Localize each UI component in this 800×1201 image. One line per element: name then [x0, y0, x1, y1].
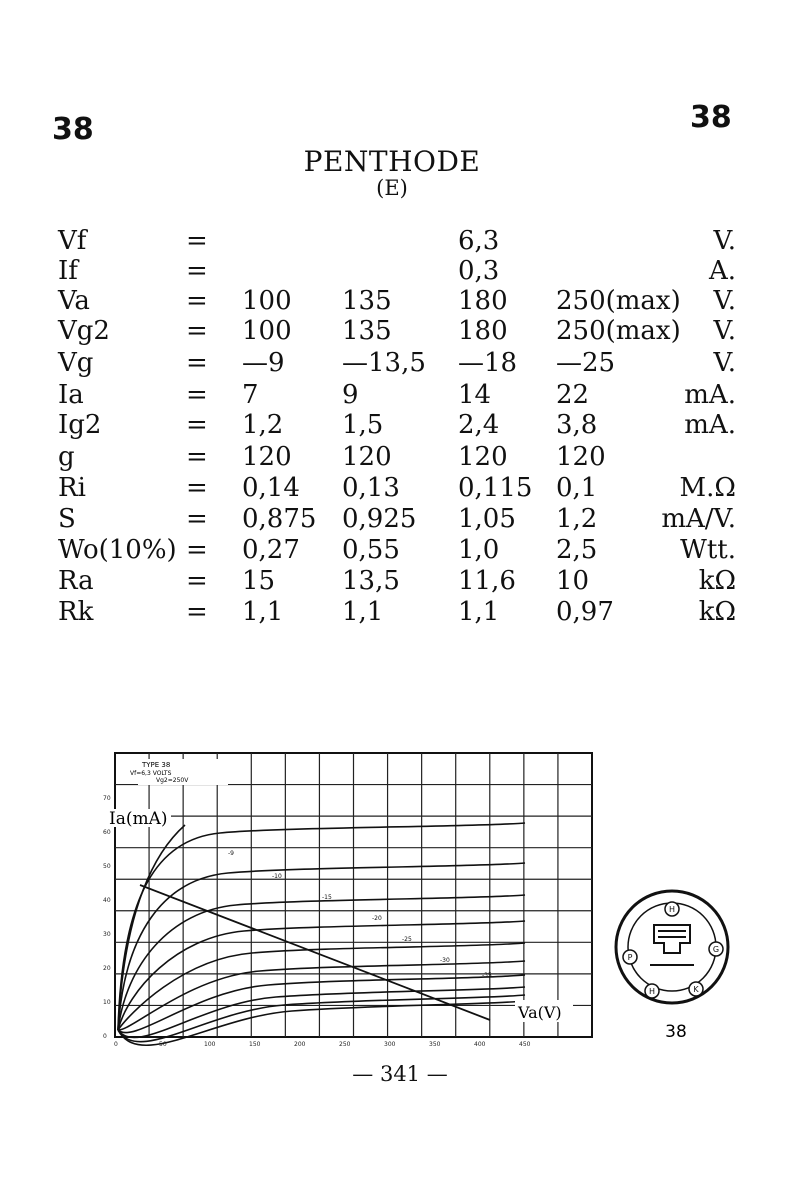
spec-row	[0, 226, 800, 256]
spec-row	[0, 597, 800, 627]
value-2: 1,1	[342, 597, 384, 627]
unit: mA/V.	[661, 504, 736, 534]
value-2: 9	[342, 380, 359, 410]
param-name: Vg	[58, 348, 94, 378]
value-3: 1,1	[458, 597, 500, 627]
x-tick-label: 100	[204, 1041, 216, 1048]
equals-sign: =	[186, 316, 208, 346]
value-2: 120	[342, 442, 392, 472]
plate-curve	[118, 921, 525, 1030]
equals-sign: =	[186, 256, 208, 286]
curve-label: -30	[440, 957, 450, 964]
spec-row	[0, 410, 800, 440]
curve-label: -9	[228, 850, 234, 857]
curve-label: -25	[402, 936, 412, 943]
value-1: 15	[242, 566, 276, 596]
param-name: Vg2	[58, 316, 110, 346]
value-4: 250(max)	[556, 316, 681, 346]
unit: mA.	[684, 410, 736, 440]
page-number: — 341 —	[352, 1062, 448, 1086]
param-name: Ig2	[58, 410, 102, 440]
value-3: 0,115	[458, 473, 533, 503]
value-3: 11,6	[458, 566, 516, 596]
value-3: 14	[458, 380, 492, 410]
spec-row	[0, 442, 800, 472]
y-tick-label: 0	[103, 1033, 107, 1040]
equals-sign: =	[186, 504, 208, 534]
param-name: Vf	[58, 226, 87, 256]
svg-text:K: K	[693, 985, 699, 994]
value-1: —9	[242, 348, 285, 378]
value-3: 180	[458, 286, 508, 316]
svg-text:P: P	[627, 953, 633, 962]
legend-line-1: TYPE 38	[142, 761, 171, 769]
equals-sign: =	[186, 566, 208, 596]
value-4: 22	[556, 380, 590, 410]
x-tick-label: 50	[159, 1041, 167, 1048]
param-name: If	[58, 256, 78, 286]
plate-curve	[118, 943, 525, 1030]
value-2: 13,5	[342, 566, 400, 596]
unit: kΩ	[698, 597, 736, 627]
value-3: 1,0	[458, 535, 500, 565]
spec-row	[0, 535, 800, 565]
value-2: 0,925	[342, 504, 417, 534]
y-tick-label: 50	[103, 863, 111, 870]
param-name: Va	[58, 286, 90, 316]
spec-row	[0, 566, 800, 596]
value-1: 7	[242, 380, 259, 410]
equals-sign: =	[186, 442, 208, 472]
tube-number-left: 38	[52, 112, 94, 147]
param-name: g	[58, 442, 75, 472]
x-tick-label: 350	[429, 1041, 441, 1048]
unit: V.	[713, 348, 736, 378]
y-axis-label: Ia(mA)	[109, 809, 168, 829]
value-1: 100	[242, 316, 292, 346]
spec-row	[0, 504, 800, 534]
value-3: 180	[458, 316, 508, 346]
equals-sign: =	[186, 473, 208, 503]
value-3: 2,4	[458, 410, 500, 440]
value-4: 2,5	[556, 535, 598, 565]
x-tick-label: 400	[474, 1041, 486, 1048]
value-1: 100	[242, 286, 292, 316]
value-4: 250(max)	[556, 286, 681, 316]
value-3: 1,05	[458, 504, 516, 534]
value-3: 0,3	[458, 256, 500, 286]
svg-text:G: G	[712, 945, 720, 954]
x-tick-label: 300	[384, 1041, 396, 1048]
unit: mA.	[684, 380, 736, 410]
value-4: 0,97	[556, 597, 614, 627]
value-2: 135	[342, 316, 392, 346]
param-name: Wo(10%)	[58, 535, 177, 565]
value-4: 0,1	[556, 473, 598, 503]
y-tick-label: 20	[103, 965, 111, 972]
x-axis-label: Va(V)	[518, 1003, 562, 1022]
spec-row	[0, 316, 800, 346]
equals-sign: =	[186, 597, 208, 627]
legend-line-3: Vg2=250V	[156, 777, 189, 784]
load-line	[140, 885, 490, 1020]
curve-label: -20	[372, 915, 382, 922]
param-name: Rk	[58, 597, 94, 627]
svg-text:H: H	[668, 905, 676, 914]
y-tick-label: 60	[103, 829, 111, 836]
value-4: —25	[556, 348, 616, 378]
spec-row	[0, 348, 800, 378]
y-tick-label: 70	[103, 795, 111, 802]
equals-sign: =	[186, 226, 208, 256]
value-4: 3,8	[556, 410, 598, 440]
unit: kΩ	[698, 566, 736, 596]
value-1: 0,14	[242, 473, 300, 503]
value-2: 1,5	[342, 410, 384, 440]
x-tick-label: 150	[249, 1041, 261, 1048]
characteristic-graph	[100, 745, 600, 1054]
curve-label: -35	[482, 972, 492, 979]
y-tick-label: 10	[103, 999, 111, 1006]
y-tick-label: 30	[103, 931, 111, 938]
param-name: Ri	[58, 473, 86, 503]
plate-curves-chart	[100, 745, 600, 1050]
svg-text:H: H	[648, 987, 656, 996]
value-2: 0,13	[342, 473, 400, 503]
plate-curve	[118, 1001, 525, 1045]
page-subtitle: (E)	[376, 176, 408, 200]
equals-sign: =	[186, 410, 208, 440]
spec-row	[0, 380, 800, 410]
value-1: 0,27	[242, 535, 300, 565]
plate-curve	[118, 995, 525, 1042]
tube-number-right: 38	[690, 100, 732, 135]
curve-label: -15	[322, 894, 332, 901]
curve-label: -10	[272, 873, 282, 880]
equals-sign: =	[186, 535, 208, 565]
equals-sign: =	[186, 380, 208, 410]
unit: V.	[713, 316, 736, 346]
value-1: 0,875	[242, 504, 317, 534]
spec-row	[0, 256, 800, 286]
x-tick-label: 450	[519, 1041, 531, 1048]
x-tick-label: 250	[339, 1041, 351, 1048]
value-4: 120	[556, 442, 606, 472]
value-4: 10	[556, 566, 590, 596]
y-tick-label: 40	[103, 897, 111, 904]
unit: Wtt.	[680, 535, 736, 565]
value-1: 120	[242, 442, 292, 472]
unit: A.	[708, 256, 736, 286]
x-tick-label: 0	[114, 1041, 118, 1048]
value-2: 0,55	[342, 535, 400, 565]
value-3: —18	[458, 348, 518, 378]
spec-row	[0, 473, 800, 503]
value-4: 1,2	[556, 504, 598, 534]
value-3: 120	[458, 442, 508, 472]
value-3: 6,3	[458, 226, 500, 256]
socket-diagram	[610, 885, 750, 1049]
value-2: 135	[342, 286, 392, 316]
value-2: —13,5	[342, 348, 426, 378]
param-name: Ia	[58, 380, 84, 410]
x-tick-label: 200	[294, 1041, 306, 1048]
legend-line-2: Vf=6,3 VOLTS	[130, 770, 172, 777]
socket-caption: 38	[665, 1022, 687, 1042]
equals-sign: =	[186, 348, 208, 378]
value-1: 1,1	[242, 597, 284, 627]
plate-curve	[118, 961, 525, 1030]
param-name: S	[58, 504, 76, 534]
value-1: 1,2	[242, 410, 284, 440]
spec-row	[0, 286, 800, 316]
unit: M.Ω	[679, 473, 736, 503]
page-title: PENTHODE	[303, 145, 481, 178]
unit: V.	[713, 226, 736, 256]
unit: V.	[713, 286, 736, 316]
param-name: Ra	[58, 566, 94, 596]
equals-sign: =	[186, 286, 208, 316]
